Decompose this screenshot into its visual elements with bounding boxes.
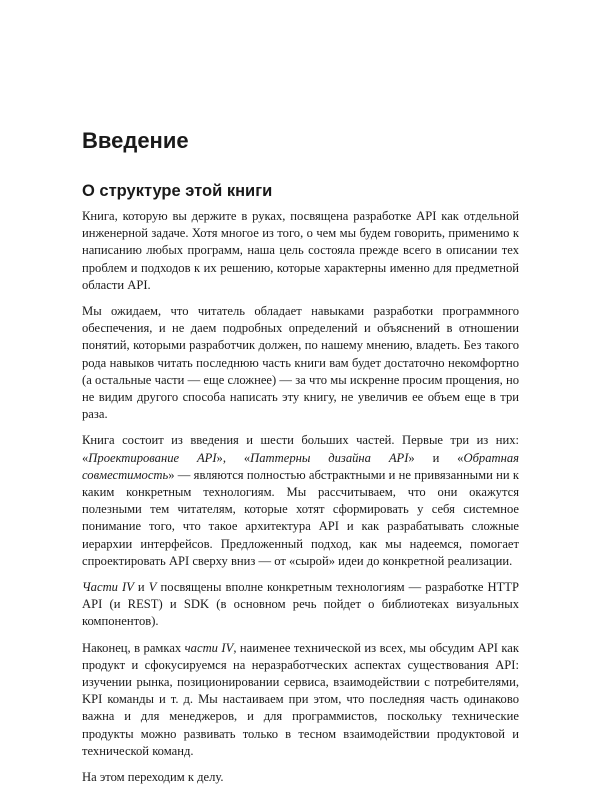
- part-title-backward-compatibility: Обратная совместимость: [82, 450, 520, 482]
- part-title-api-patterns: Паттерны дизайна API: [250, 450, 409, 465]
- part-ref-v: V: [148, 580, 157, 595]
- part-title-api-design: Проектирование API: [88, 450, 217, 465]
- paragraph-3-text-3: » и «: [408, 450, 464, 465]
- paragraph-5-text-1: Наконец, в рамках: [82, 640, 185, 655]
- part-ref-iv-product: части IV: [184, 640, 234, 655]
- paragraph-3-text-1: Книга состоит из введения и шести больших частей. Первые три из них: «: [82, 433, 519, 465]
- paragraph-6: На этом переходим к делу.: [82, 770, 224, 785]
- paragraph-2: Мы ожидаем, что читатель обладает навыками разработки программного обеспечения, и не даем подробных определений и объяснений в отношении понятий, которыми разработчик должен, по нашему мнению, владеть. Без такого рода навыков читать последнюю часть книги вам будет достаточно некомфортно (а остальные части — еще сложнее) — за что мы искренне просим прощения, но не видим другого способа написать эту книгу, не увеличив ее объем еще в три раза.: [82, 304, 519, 422]
- section-title: О структуре этой книги: [82, 182, 273, 200]
- body-text: [82, 208, 519, 795]
- chapter-title: Введение: [82, 128, 189, 153]
- paragraph-5-text-2: , наименее технической из всех, мы обсудим API как продукт и сфокусируемся на неразработческих аспектах существования API: изучении рынка, позиционировании сервиса, взаимодействии с потребителями, KPI команды и т. д. Мы настаиваем при этом, что последняя часть одинаково важна и для менеджеров, и для программистов, поскольку технические продукты можно развивать только в тесном взаимодействии продуктовой и технической команд.: [82, 640, 519, 758]
- paragraph-1: Книга, которую вы держите в руках, посвящена разработке API как отдельной инженерной задаче. Хотя многое из того, о чем мы будем говорить, применимо к написанию любых программ, наша цель состояла прежде всего в описании тех проблем и подходов к их решению, которые характерны именно для предметной области API.: [82, 209, 519, 292]
- paragraph-3: [82, 432, 519, 570]
- paragraph-4: [82, 579, 519, 631]
- paragraph-4-text-1: и: [133, 580, 149, 595]
- paragraph-3-text-2: », «: [216, 450, 251, 465]
- paragraph-3-text-4: » — являются полностью абстрактными и не привязанными ни к каким конкретным технологиям. Мы рассчитываем, что они окажутся полезными тем читателям, которые хотят сформировать у себя системное понимание того, что такое архитектура API и как разрабатывать сложные иерархии интерфейсов. Предложенный подход, как мы надеемся, помогает спроектировать API сверху вниз — от «сырой» идеи до конкретной реализации.: [82, 467, 519, 568]
- part-ref-iv: Части IV: [82, 580, 134, 595]
- paragraph-5: [82, 640, 519, 760]
- paragraph-4-text-2: посвящены вполне конкретным технологиям — разработке HTTP API (и REST) и SDK (в основном речь пойдет о библиотеках визуальных компонентов).: [82, 580, 519, 629]
